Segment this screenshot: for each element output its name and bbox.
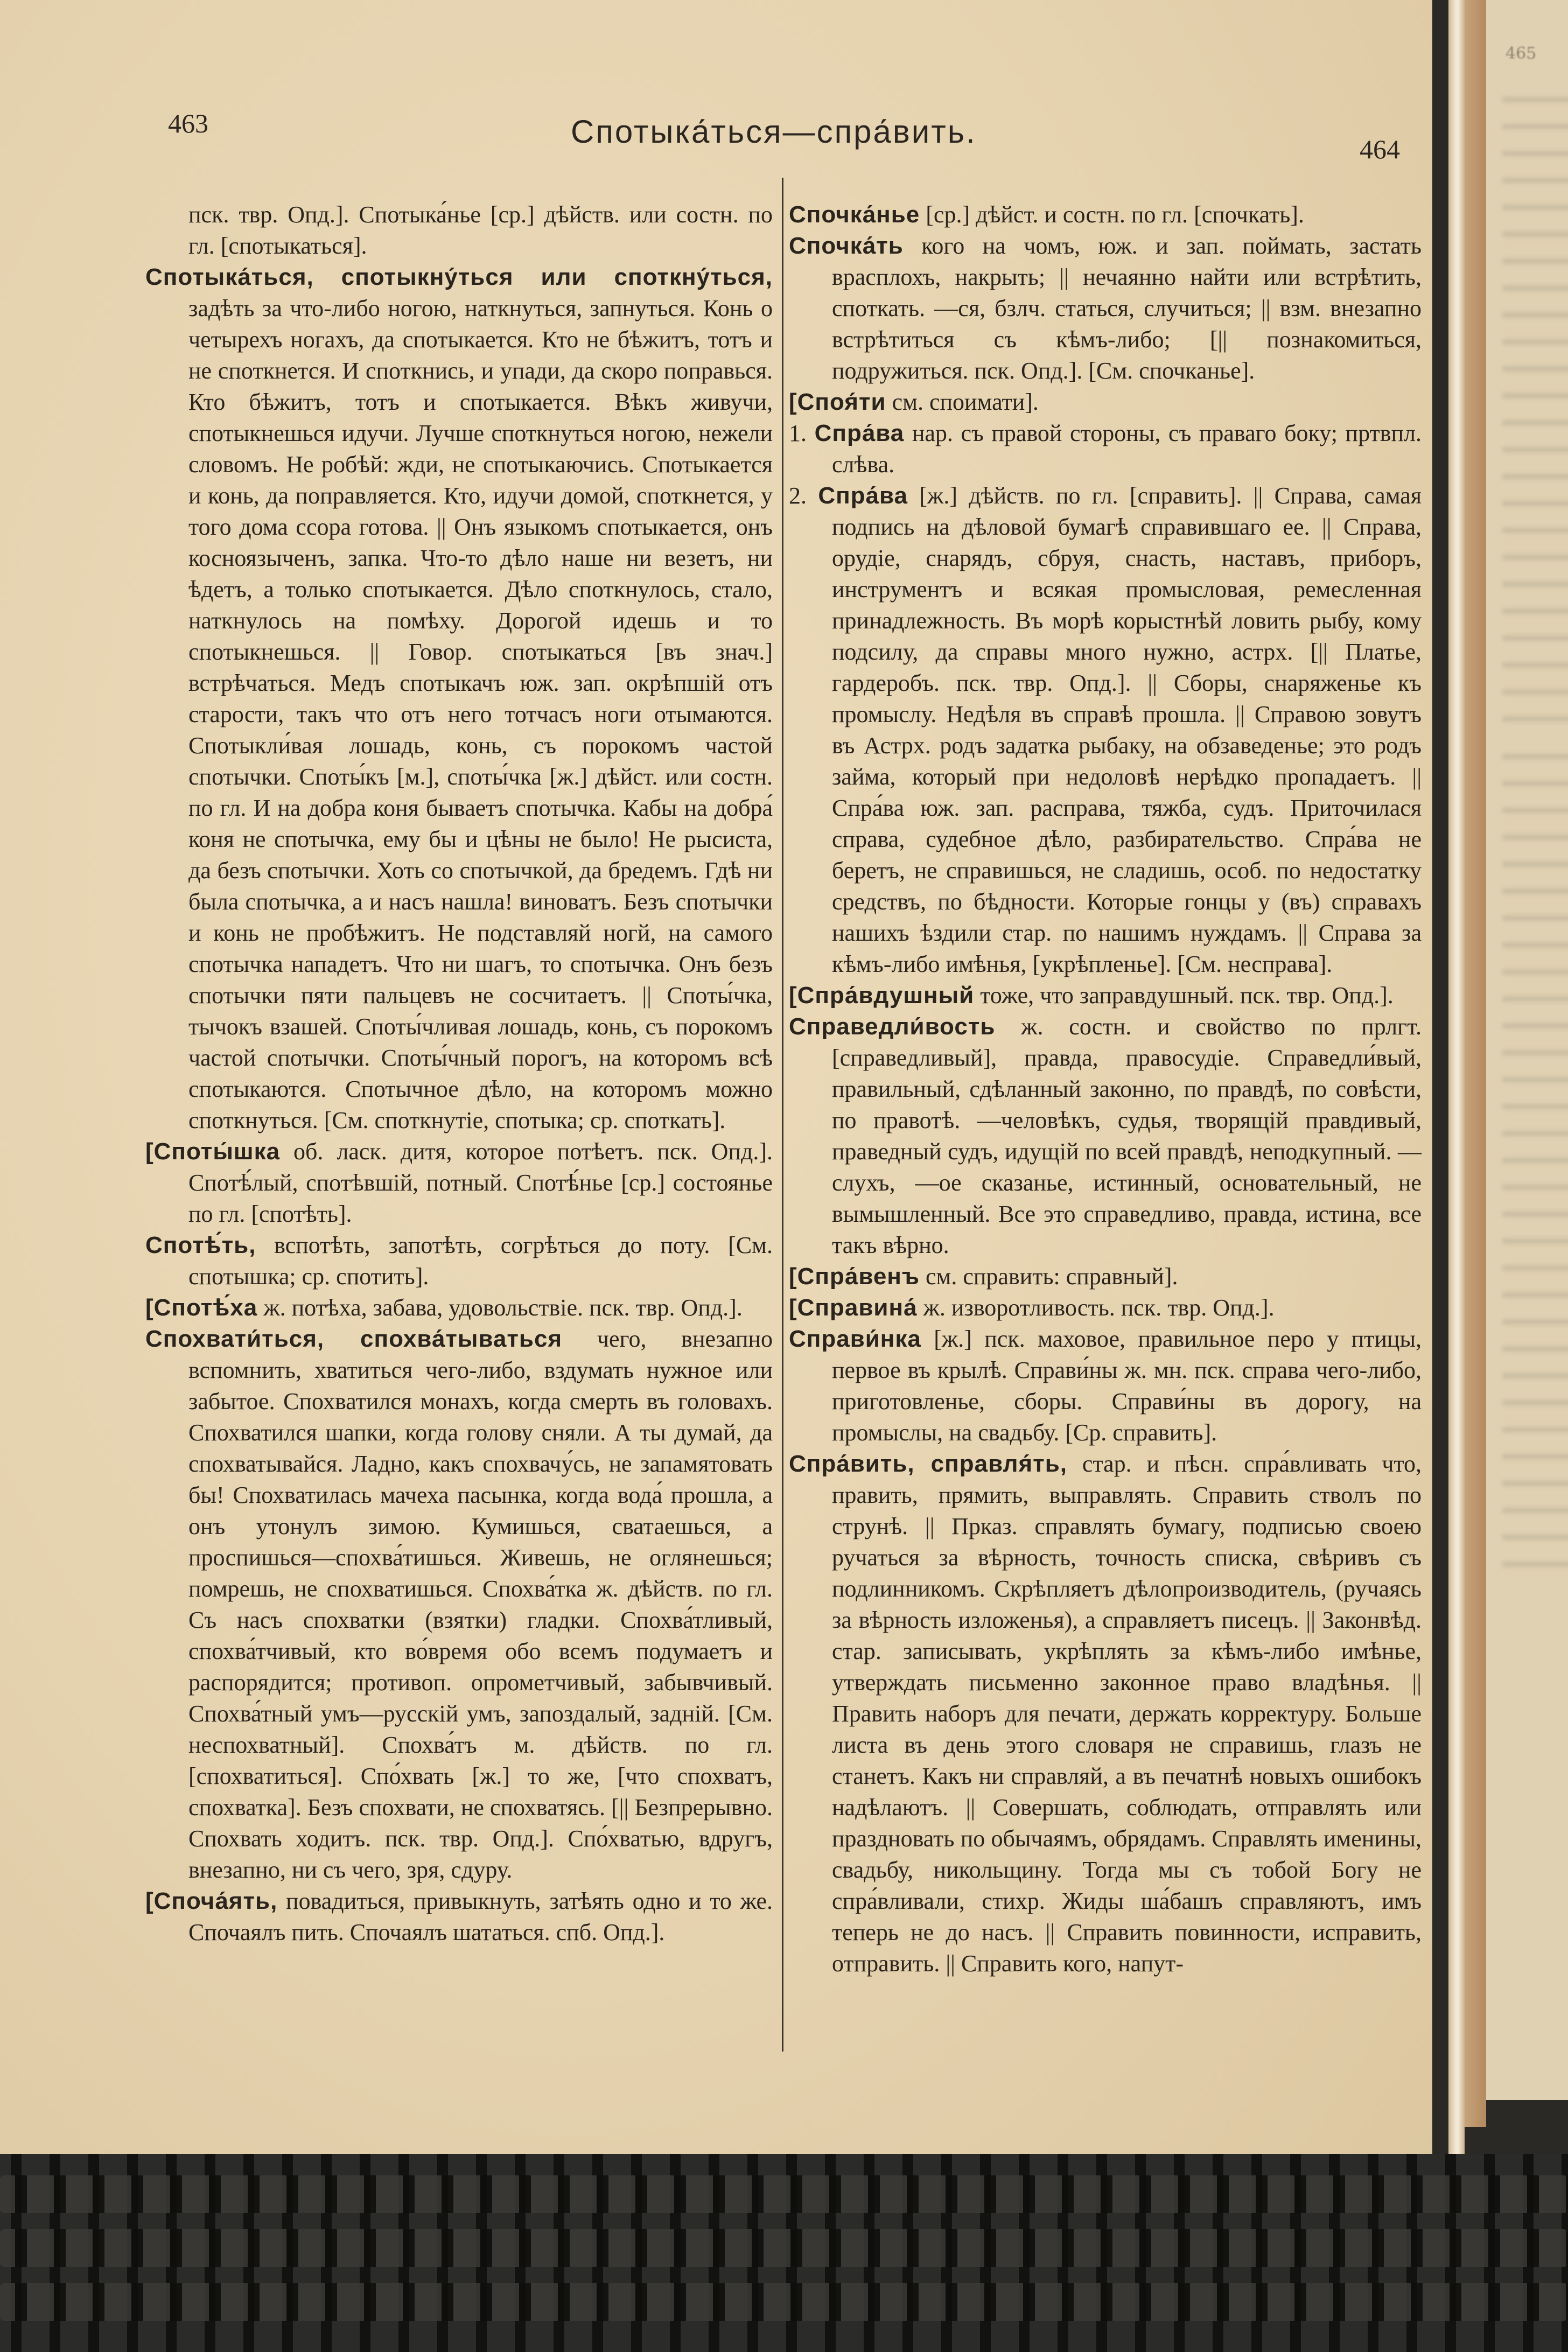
book-gutter [1465, 0, 1486, 2127]
headword: Спра́ва [818, 482, 908, 509]
headword: [Спра́вдушный [789, 982, 975, 1009]
entry-text: стар. и пѣсн. спра́вливать что, править, прямить, выправлять. Справить стволъ по струнѣ. || Прказ. справлять бумагу, подписью своею ручаться за вѣрность, точность списка, свѣривъ съ подлинникомъ. Скрѣпляетъ дѣлопроизводитель, (ручаясь за вѣрность изложенья), а справляетъ писецъ. || Законвѣд. стар. записывать, укрѣплять за кѣмъ-либо имѣнье, утверждать письменно законное право владѣнья. || Править наборъ для печати, держать корректуру. Больше листа въ день этого словаря не справишь, глазъ не станетъ. Какъ ни справляй, а въ печатнѣ новыхъ ошибокъ надѣлаютъ. || Совершать, соблюдать, отправлять или праздновать по обычаямъ, обрядамъ. Справлять именины, свадьбу, никольщину. Тогда мы съ тобой Богу не спра́вливали, стихр. Жиды ша́башъ справляютъ, имъ теперь не до насъ. || Справить повинности, исправить, отправить. || Справить кого, напут- [832, 1451, 1422, 1977]
headword: Справи́нка [789, 1326, 921, 1352]
entry-text: ж. состн. и свойство по прлгт. [справедливый], правда, правосудіе. Справедли́вый, правильный, сдѣланный законно, по правдѣ, по совѣсти, по правотѣ. —человѣкъ, судья, творящій правдивый, праведный судъ, идущій по всей правдѣ, неподкупный. —слухъ, —ое сказанье, истинный, основательный, не вымышленный. Все это справедливо, правда, истина, все такъ вѣрно. [832, 1013, 1422, 1258]
headword: Спотѣ́ть, [145, 1232, 256, 1258]
headword: [Спотѣ́ха [145, 1294, 258, 1321]
sense-number: 1. [789, 420, 807, 446]
entry-text: ж. потѣха, забава, удовольствіе. пск. твр. Опд.]. [263, 1294, 743, 1321]
right-column [789, 162, 1422, 1979]
dictionary-entry [789, 230, 1422, 387]
headword: [Споты́шка [145, 1138, 281, 1165]
headword: [Споя́ти [789, 389, 886, 415]
headword: Спра́ва [814, 420, 905, 446]
headword: [Спра́венъ [789, 1263, 920, 1290]
next-page-blurred [1486, 0, 1568, 2100]
dictionary-entry [789, 1011, 1422, 1261]
entry-text: см. справить: справный]. [925, 1263, 1178, 1290]
entry-text: об. ласк. дитя, которое потѣетъ. пск. Опд.]. Спотѣ́лый, спотѣвшій, потный. Спотѣ́нье [ср.] состоянье по гл. [спотѣть]. [188, 1138, 773, 1227]
headword: Спочка́нье [789, 201, 920, 228]
entry-text: [ж.] дѣйств. по гл. [справить]. || Справа, самая подпись на дѣловой бумагѣ справившаго ее. || Справа, орудіе, снарядъ, сбруя, снасть, наставъ, приборъ, инструментъ и всякая промысловая, ремесленная принадлежность. Въ морѣ корыстнѣй ловить рыбу, кому подсилу, да справы много нужно, астрх. [|| Платье, гардеробъ. пск. твр. Опд.]. || Сборы, снаряженье къ промыслу. Недѣля въ справѣ прошла. || Справою зовутъ въ Астрх. родъ задатка рыбаку, на обзаведенье; это родъ займа, который при недоловѣ нерѣдко пропадаетъ. || Спра́ва юж. зап. расправа, тяжба, судъ. Приточилася справа, судебное дѣло, разбирательство. Спра́ва не беретъ, не справишься, не сладишь, особ. по недостатку средствъ, по бѣдности. Которые гонцы у (въ) справахъ нашихъ ѣздили стар. по нашимъ нуждамъ. || Справа за кѣмъ-либо имѣнья, [укрѣпленье]. [См. несправа]. [832, 482, 1422, 977]
entry-text: вспотѣть, запотѣть, согрѣться до поту. [См. спотышка; ср. спотить]. [188, 1232, 773, 1290]
entry-text: задѣть за что-либо ногою, наткнуться, запнуться. Конь о четырехъ ногахъ, да спотыкается. Кто не бѣжитъ, тотъ и не споткнется. И споткнись, и упади, да скоро поправься. Кто бѣжитъ, тотъ и спотыкается. Вѣкъ живучи, спотыкнешься идучи. Лучше споткнуться ногою, нежели словомъ. Не робѣй: жди, не спотыкаючись. Спотыкается и конь, да поправляется. Кто, идучи домой, споткнется, у того дома ссора готова. || Онъ языкомъ спотыкается, онъ косноязыченъ, запка. Что-то дѣло наше ни везетъ, ни ѣдетъ, а только спотыкается. Дѣло споткнулось, стало, наткнулось на помѣху. Дорогой идешь и то спотыкнешься. || Говор. спотыкаться [въ знач.] встрѣчаться. Медъ спотыкачъ юж. зап. окрѣпшій отъ старости, такъ что отъ него тотчасъ ноги отымаются. Спотыкли́вая лошадь, конь, съ порокомъ частой спотычки. Споты́къ [м.], споты́чка [ж.] дѣйст. или состн. по гл. И на добра коня бываетъ спотычка. Кабы на добра́ коня не спотычка, ему бы и цѣны не было! Не рысиста, да безъ спотычки. Хоть со спотычкой, да бредемъ. Гдѣ ни была спотычка, а и насъ нашла! виноватъ. Безъ спотычки и конь не пробѣжитъ. Не подставляй ногй, на самого спотычка нападетъ. Что ни шагъ, то спотычка. Онъ безъ спотычки пяти пальцевъ не сосчитаетъ. || Споты́чка, тычокъ взашей. Споты́чливая лошадь, конь, съ порокомъ частой спотычки. Споты́чный порогъ, на которомъ всѣ спотыкаются. Спотычное дѣло, на которомъ можно споткнуться. [См. споткнутіе, спотыка; ср. споткать]. [188, 295, 773, 1133]
entry-text: кого на чомъ, юж. и зап. поймать, застать врасплохъ, накрыть; || нечаянно найти или встрѣтить, споткать. —ся, бзлч. статься, случиться; || взм. внезапно встрѣтиться съ кѣмъ-либо; [|| познакомиться, подружиться. пск. Опд.]. [См. спочканье]. [832, 233, 1422, 384]
sense-number: 2. [789, 482, 807, 509]
dictionary-entry [789, 480, 1422, 980]
dictionary-entry [145, 1136, 773, 1230]
dictionary-entry [789, 980, 1422, 1011]
dictionary-entry [789, 418, 1422, 480]
headword: Спочка́ть [789, 233, 904, 259]
dictionary-entry [145, 199, 773, 262]
entry-text: см. споимати]. [892, 389, 1039, 415]
entry-text: [ср.] дѣйст. и состн. по гл. [спочкать]. [926, 201, 1304, 228]
dictionary-entry [789, 1324, 1422, 1448]
next-page-number: 465 [1506, 44, 1537, 63]
page-number-left: 463 [168, 108, 208, 138]
entry-text: [ж.] пск. маховое, правильное перо у птицы, первое въ крылѣ. Справи́ны ж. мн. пск. справа чего-либо, приготовленье, сборы. Справи́ны въ дорогу, на промыслы, на свадьбу. [Ср. справить]. [832, 1326, 1422, 1446]
dictionary-entry [145, 1292, 773, 1324]
dictionary-entry [789, 1292, 1422, 1324]
running-head: Спотыка́ться—спра́вить. [571, 114, 977, 150]
entry-text: тоже, что заправдушный. пск. твр. Опд.]. [980, 982, 1394, 1009]
dictionary-entry [789, 199, 1422, 230]
headword: [Споча́ять, [145, 1888, 278, 1914]
dictionary-entry [789, 387, 1422, 418]
page-header [162, 102, 1411, 167]
page-number-right: 464 [1360, 134, 1400, 164]
column-divider [782, 178, 783, 2052]
dictionary-entry [789, 1261, 1422, 1292]
headword: Спотыка́ться, спотыкну́ться или споткну́ться, [145, 264, 773, 290]
entry-text: ж. изворотливость. пск. твр. Опд.]. [923, 1294, 1275, 1321]
headword: Справедли́вость [789, 1013, 996, 1040]
left-column [145, 162, 773, 1948]
foam-book-cradle [0, 2154, 1568, 2352]
headword: Спохвати́ться, спохва́тываться [145, 1326, 563, 1352]
dictionary-entry [789, 1448, 1422, 1979]
dictionary-entry [145, 1230, 773, 1292]
entry-text: чего, внезапно вспомнить, хватиться чего-либо, вздумать нужное или забытое. Спохватился монахъ, когда смерть въ головахъ. Спохватился шапки, когда голову сняли. А ты думай, да спохватывайся. Ладно, какъ спохвачу́сь, не запамятовать бы! Спохватилась мачеха пасынка, когда вода́ прошла, а онъ утонулъ зимою. Кумишься, сватаешься, а проспишься—спохва́тишься. Живешь, не оглянешься; помрешь, не спохватишься. Спохва́тка ж. дѣйств. по гл. Съ насъ спохватки (взятки) гладки. Спохва́тливый, спохва́тчивый, кто во́время обо всемъ подумаетъ и распорядится; противоп. опрометчивый, забывчивый. Спохва́тный умъ—русскій умъ, запоздалый, задній. [См. неспохватный]. Спохва́тъ м. дѣйств. по гл. [спохватиться]. Спо́хвать [ж.] то же, [что спохватъ, спохватка]. Безъ спохвати, не спохватясь. [|| Безпрерывно. Спохвать ходитъ. пск. твр. Опд.]. Спо́хватью, вдругъ, внезапно, ни съ чего, зря, сдуру. [188, 1326, 773, 1883]
headword: Спра́вить, справля́ть, [789, 1451, 1067, 1477]
page-edge [1448, 0, 1465, 2154]
headword: [Справина́ [789, 1294, 918, 1321]
dictionary-entry [145, 1324, 773, 1886]
dictionary-entry [145, 1886, 773, 1948]
dictionary-entry [145, 262, 773, 1136]
entry-text: пск. твр. Опд.]. Спотыка́нье [ср.] дѣйств. или состн. по гл. [спотыкаться]. [188, 201, 773, 259]
entry-text: нар. съ правой стороны, съ праваго боку; пртвпл. слѣва. [832, 420, 1422, 478]
entry-text: повадиться, привыкнуть, затѣять одно и то же. Спочаялъ пить. Спочаялъ шататься. спб. Опд.]. [188, 1888, 773, 1945]
